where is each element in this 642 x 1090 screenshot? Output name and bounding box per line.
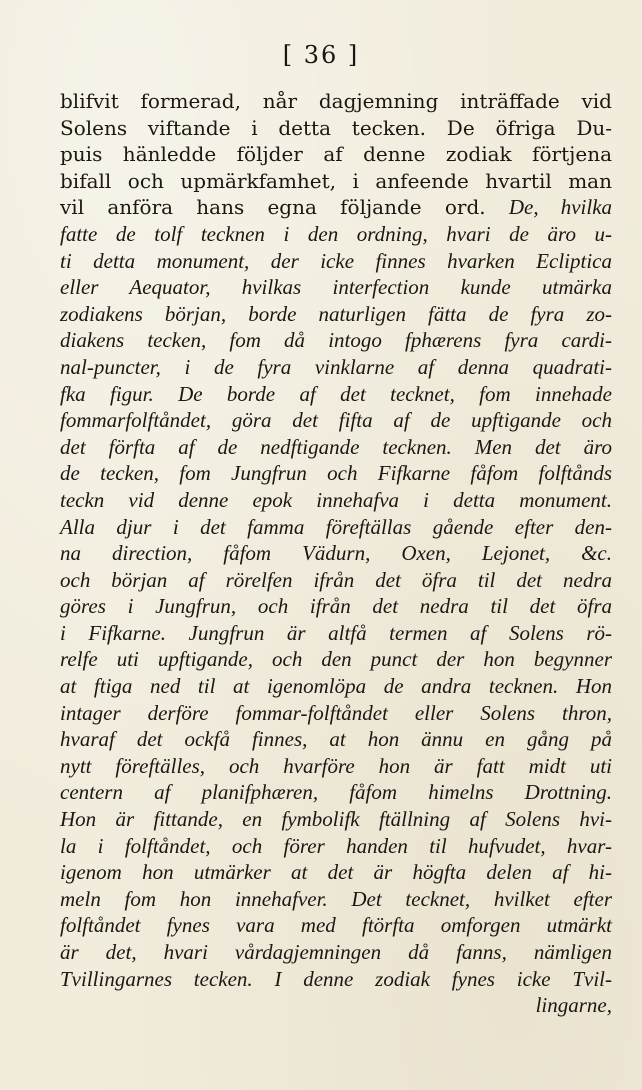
text-line: det förfta af de nedftigande tecknen. Men det äro bbox=[60, 434, 612, 459]
text-line: la i folftåndet, och förer handen til hufvudet, hvar- bbox=[60, 833, 612, 858]
text-line-roman-part: vil anföra hans egna följande ord. bbox=[60, 195, 486, 220]
text-line: är det, hvari vårdagjemningen då fanns, nämligen bbox=[60, 940, 612, 964]
text-line: puis hänledde följder af denne zodiak förtjena bbox=[60, 142, 612, 167]
text-line: fka figur. De borde af det tecknet, fom innehade bbox=[60, 381, 612, 406]
text-line: Hon är fittande, en fymbolifk ftällning af Solens hvi- bbox=[60, 807, 612, 832]
text-line: fommarfolftåndet, göra det fifta af de upftigande och bbox=[60, 408, 612, 433]
body-text bbox=[60, 88, 612, 1019]
text-line: i Fifkarne. Jungfrun är altfå termen af Solens rö- bbox=[60, 620, 612, 645]
text-line: meln fom hon innehafver. Det tecknet, hvilket efter bbox=[60, 886, 612, 911]
text-line: intager derföre fommar-folftåndet eller Solens thron, bbox=[60, 700, 612, 725]
text-line: eller Aequator, hvilkas interfection kunde utmärka bbox=[60, 275, 612, 300]
text-line: och början af rörelfen ifrån det öfra til det nedra bbox=[60, 567, 612, 592]
text-line: fatte de tolf tecknen i den ordning, hvari de äro u- bbox=[60, 221, 612, 246]
text-line: bifall och upmärkfamhet, i anfeende hvartil man bbox=[60, 168, 612, 193]
text-line: na direction, fåfom Vädurn, Oxen, Lejonet, &c. bbox=[60, 541, 612, 566]
text-line: centern af planifphæren, fåfom himelns Drottning. bbox=[60, 780, 612, 805]
page-number: [ 36 ] bbox=[282, 41, 360, 69]
text-line: relfe uti upftigande, och den punct der hon begynner bbox=[60, 647, 612, 672]
text-line: de tecken, fom Jungfrun och Fifkarne fåfom folftånds bbox=[60, 461, 612, 486]
text-line: teckn vid denne epok innehafva i detta monument. bbox=[60, 487, 612, 512]
text-line: göres i Jungfrun, och ifrån det nedra til det öfra bbox=[60, 594, 612, 619]
text-line-italic-part: De, hvilka bbox=[508, 195, 613, 220]
text-line: zodiakens början, borde naturligen fätta de fyra zo- bbox=[60, 301, 612, 326]
text-line: diakens tecken, fom då intogo fphærens fyra cardi- bbox=[60, 328, 612, 353]
text-line: ti detta monument, der icke finnes hvarken Ecliptica bbox=[60, 248, 612, 273]
text-line: folftåndet fynes vara med ftörfta omforgen utmärkt bbox=[60, 913, 612, 938]
text-line: at ftiga ned til at igenomlöpa de andra tecknen. Hon bbox=[60, 674, 612, 699]
text-line: nal-puncter, i de fyra vinklarne af denna quadrati- bbox=[60, 354, 612, 379]
text-line: nytt föreftälles, och hvarföre hon är fatt midt uti bbox=[60, 753, 612, 778]
text-line bbox=[60, 194, 612, 221]
text-line: Tvillingarnes tecken. I denne zodiak fynes icke Tvil- bbox=[60, 966, 612, 991]
text-line: Solens viftande i detta tecken. De öfriga Du- bbox=[60, 115, 612, 140]
text-line-final: lingarne, bbox=[535, 993, 612, 1018]
text-line: hvaraf det ockfå finnes, at hon ännu en gång på bbox=[60, 727, 612, 752]
text-line: Alla djur i det famma föreftällas gående efter den- bbox=[60, 514, 612, 539]
text-line: blifvit formerad, når dagjemning inträffade vid bbox=[60, 89, 612, 113]
text-line: igenom hon utmärker at det är högfta delen af hi- bbox=[60, 860, 612, 885]
